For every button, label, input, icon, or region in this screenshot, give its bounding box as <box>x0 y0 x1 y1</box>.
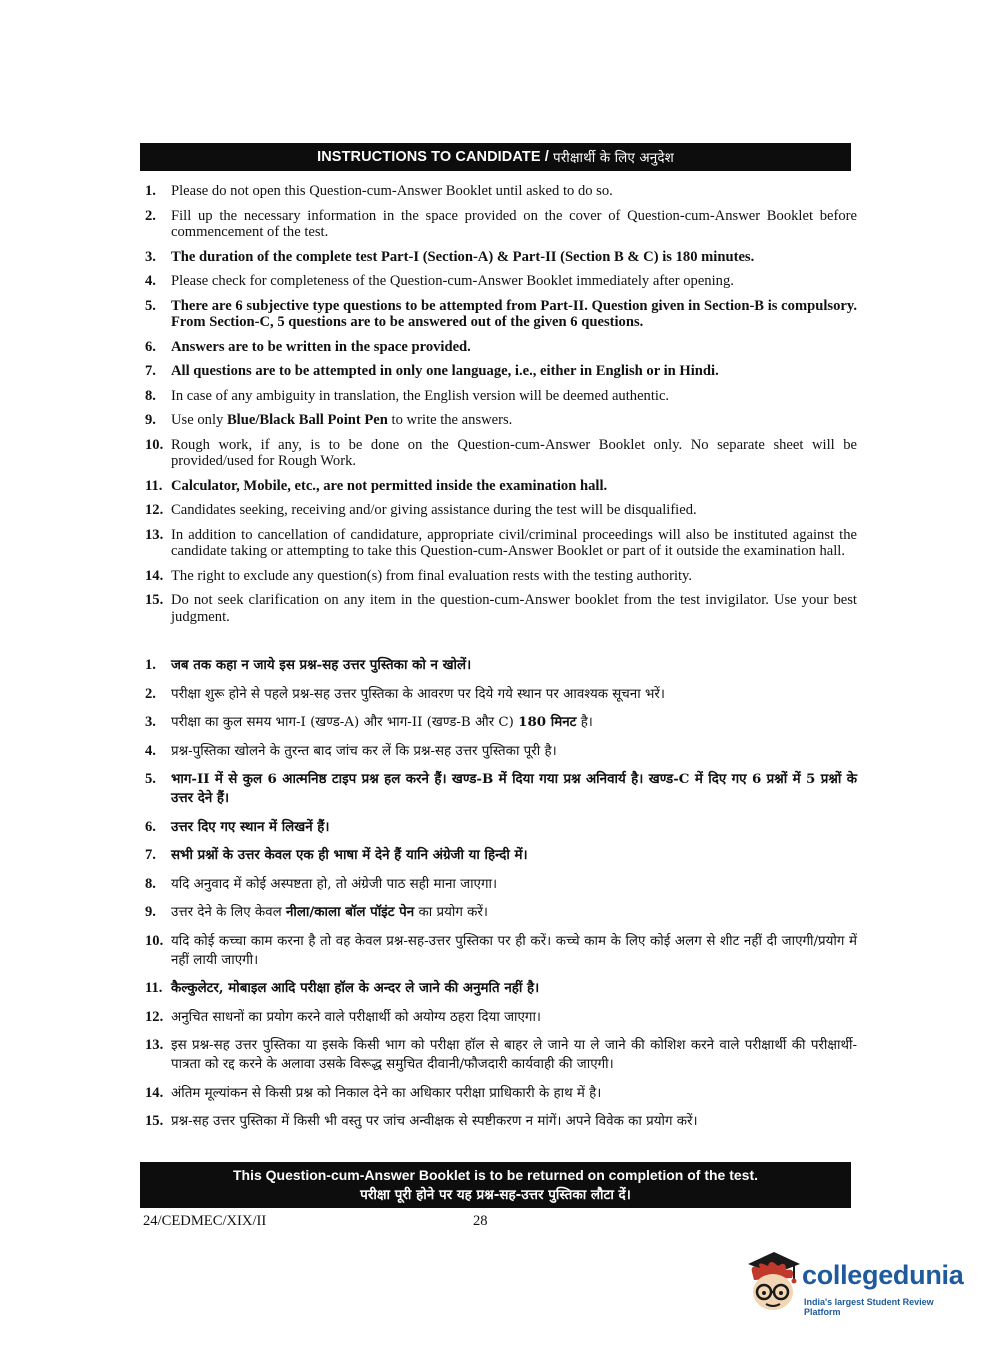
instruction-item <box>141 437 857 470</box>
instruction-item <box>141 818 857 837</box>
instruction-number: 1. <box>145 183 156 199</box>
instruction-text: सभी प्रश्नों के उत्तर केवल एक ही भाषा में देने हैं यानि अंग्रेजी या हिन्दी में। <box>171 847 528 863</box>
instruction-item <box>141 903 857 922</box>
instruction-text-part: परीक्षा का कुल समय भाग-I (खण्ड-A) और भाग-II (खण्ड-B और C) <box>171 715 519 730</box>
instruction-item <box>141 592 857 625</box>
instruction-item <box>141 502 857 519</box>
instruction-number: 11. <box>145 477 163 494</box>
instruction-item <box>141 846 857 865</box>
instruction-item <box>141 183 857 200</box>
instruction-number: 12. <box>145 1008 164 1025</box>
instruction-number: 15. <box>145 1113 164 1129</box>
instruction-text <box>171 713 857 732</box>
instruction-number: 10. <box>145 436 164 453</box>
instruction-item <box>141 568 857 585</box>
instruction-item <box>141 527 857 560</box>
instruction-text: Do not seek clarification on any item in the question-cum-Answer booklet from the test invigilator. Use your best judgment. <box>171 592 857 625</box>
instruction-text-part: उत्तर देने के लिए केवल <box>171 905 286 920</box>
instruction-text: Please do not open this Question-cum-Answer Booklet until asked to do so. <box>171 183 613 199</box>
instructions-hindi-list <box>141 656 857 1131</box>
instruction-number: 9. <box>145 904 156 920</box>
instruction-item <box>141 1084 857 1103</box>
instruction-text: यदि कोई कच्चा काम करना है तो वह केवल प्रश्न-सह-उत्तर पुस्तिका पर ही करें। कच्चे काम के लिए कोई अलग से शीट नहीं दी जाएगी/प्रयोग में नहीं लायी जाएगी। <box>171 933 857 968</box>
instruction-number: 15. <box>145 592 164 608</box>
instruction-text: इस प्रश्न-सह उत्तर पुस्तिका या इसके किसी भाग को परीक्षा हॉल से बाहर ले जाने या ले जाने की कोशिश करने वाले परीक्षार्थी की परीक्षार्थी-पात्रता को रद्द करने के अलावा उसके विरूद्ध समुचित दीवानी/फौजदारी कार्यवाही की जाएगी। <box>171 1038 857 1072</box>
instruction-text: Answers are to be written in the space provided. <box>171 338 471 355</box>
instruction-number: 2. <box>145 685 156 702</box>
instruction-item <box>141 388 857 405</box>
instruction-number: 4. <box>145 742 156 759</box>
instruction-number: 3. <box>145 714 156 730</box>
instruction-number: 6. <box>145 818 156 835</box>
instruction-text: परीक्षा शुरू होने से पहले प्रश्न-सह उत्तर पुस्तिका के आवरण पर दिये गये स्थान पर आवश्यक सूचना भरें। <box>171 686 665 702</box>
instruction-item <box>141 249 857 266</box>
instruction-number: 14. <box>145 1084 164 1101</box>
watermark-tagline: India's largest Student Review Platform <box>804 1297 934 1317</box>
instruction-item <box>141 979 857 998</box>
instruction-item <box>141 656 857 675</box>
instruction-item <box>141 1008 857 1027</box>
instruction-number: 8. <box>145 875 156 892</box>
instruction-item <box>141 875 857 894</box>
instruction-text-emphasis: Blue/Black Ball Point Pen <box>226 412 388 428</box>
instruction-number: 10. <box>145 932 164 949</box>
instruction-item <box>141 770 857 808</box>
instruction-item <box>141 713 857 732</box>
instruction-item <box>141 932 857 970</box>
instructions-header <box>140 143 851 171</box>
instruction-text <box>171 412 857 429</box>
instruction-number: 8. <box>145 387 156 404</box>
instruction-text: In case of any ambiguity in translation, the English version will be deemed authentic. <box>171 387 670 404</box>
instruction-text: यदि अनुवाद में कोई अस्पष्टता हो, तो अंग्रेजी पाठ सही माना जाएगा। <box>171 876 498 892</box>
collegedunia-watermark <box>742 1250 972 1317</box>
paper-code: 24/CEDMEC/XIX/II <box>143 1213 267 1229</box>
watermark-brand: collegedunia <box>802 1260 964 1290</box>
instruction-number: 13. <box>145 1037 164 1053</box>
mascot-icon <box>742 1250 804 1314</box>
header-title-hi: परीक्षार्थी के लिए अनुदेश <box>552 150 674 166</box>
instruction-number: 11. <box>145 980 163 996</box>
instruction-text <box>171 903 857 922</box>
instruction-number: 7. <box>145 847 156 863</box>
instruction-text: प्रश्न-सह उत्तर पुस्तिका में किसी भी वस्तु पर जांच अन्वीक्षक से स्पष्टीकरण न मांगें। अपने विवेक का प्रयोग करें। <box>171 1114 698 1129</box>
instruction-text: अनुचित साधनों का प्रयोग करने वाले परीक्षार्थी को अयोग्य ठहरा दिया जाएगा। <box>171 1009 542 1025</box>
instruction-text-part: का प्रयोग करें। <box>414 905 488 920</box>
instruction-item <box>141 742 857 761</box>
instruction-number: 6. <box>145 338 156 355</box>
instruction-text: Candidates seeking, receiving and/or giving assistance during the test will be disqualified. <box>171 502 697 518</box>
header-separator: / <box>540 149 553 165</box>
instruction-number: 7. <box>145 363 156 379</box>
instruction-text: Please check for completeness of the Question-cum-Answer Booklet immediately after opening. <box>171 273 734 289</box>
return-booklet-notice <box>140 1162 851 1208</box>
instruction-text-part: to write the answers. <box>387 412 513 428</box>
instruction-text: भाग-II में से कुल 6 आत्मनिष्ठ टाइप प्रश्न हल करने हैं। खण्ड-B में दिया गया प्रश्न अनिवार्य है। खण्ड-C में दिए गए 6 प्रश्नों में 5 प्रश्नों के उत्तर देने हैं। <box>171 771 857 806</box>
notice-hindi: परीक्षा पूरी होने पर यह प्रश्न-सह-उत्तर पुस्तिका लौटा दें। <box>360 1187 631 1203</box>
instruction-text-emphasis: नीला/काला बॉल पॉइंट पेन <box>285 904 415 920</box>
instruction-text: प्रश्न-पुस्तिका खोलने के तुरन्त बाद जांच कर लें कि प्रश्न-सह उत्तर पुस्तिका पूरी है। <box>171 743 557 759</box>
instruction-text: All questions are to be attempted in only one language, i.e., either in English or in Hindi. <box>171 363 719 379</box>
instruction-text: उत्तर दिए गए स्थान में लिखनें हैं। <box>171 818 330 835</box>
notice-english: This Question-cum-Answer Booklet is to be returned on completion of the test. <box>232 1167 759 1183</box>
instruction-item <box>141 273 857 290</box>
page-number: 28 <box>473 1213 488 1229</box>
instruction-text: Rough work, if any, is to be done on the Question-cum-Answer Booklet only. No separate sheet will be provided/used for Rough Work. <box>171 436 857 469</box>
instruction-text: कैल्कुलेटर, मोबाइल आदि परीक्षा हॉल के अन्दर ले जाने की अनुमति नहीं है। <box>171 980 540 996</box>
instruction-text: In addition to cancellation of candidature, appropriate civil/criminal proceedings will also be instituted against the candidate taking or attempting to take this Question-cum-Answer Booklet or part of it outside the examination hall. <box>171 526 857 559</box>
instruction-text: जब तक कहा न जाये इस प्रश्न-सह उत्तर पुस्तिका को न खोलें। <box>171 657 472 673</box>
instruction-item <box>141 363 857 380</box>
instruction-number: 9. <box>145 412 156 428</box>
instruction-number: 5. <box>145 771 156 787</box>
instruction-text: The duration of the complete test Part-I (Section-A) & Part-II (Section B & C) is 180 minutes. <box>171 248 755 265</box>
instruction-item <box>141 1036 857 1074</box>
instruction-text: Fill up the necessary information in the space provided on the cover of Question-cum-Answer Booklet before commencement of the test. <box>171 207 857 240</box>
instruction-number: 1. <box>145 657 156 673</box>
instruction-item <box>141 1112 857 1131</box>
instruction-text-part: Use only <box>171 412 227 428</box>
instruction-number: 2. <box>145 207 156 224</box>
instruction-item <box>141 339 857 356</box>
instruction-item <box>141 685 857 704</box>
instruction-text: Calculator, Mobile, etc., are not permitted inside the examination hall. <box>171 477 608 494</box>
instruction-number: 12. <box>145 502 164 518</box>
instruction-text: There are 6 subjective type questions to be attempted from Part-II. Question given in Section-B is compulsory. From Section-C, 5 questions are to be answered out of the given 6 questions. <box>171 297 857 330</box>
instruction-item <box>141 298 857 331</box>
header-title-en: INSTRUCTIONS TO CANDIDATE <box>317 149 541 165</box>
instruction-text: The right to exclude any question(s) from final evaluation rests with the testing authority. <box>171 567 693 584</box>
instruction-text-emphasis: 180 मिनट <box>518 714 577 730</box>
instruction-number: 14. <box>145 567 164 584</box>
instruction-number: 5. <box>145 297 156 314</box>
instruction-number: 4. <box>145 273 156 289</box>
instruction-number: 13. <box>145 526 164 543</box>
instruction-item <box>141 208 857 241</box>
instruction-item <box>141 478 857 495</box>
instruction-number: 3. <box>145 248 156 265</box>
instruction-text: अंतिम मूल्यांकन से किसी प्रश्न को निकाल देने का अधिकार परीक्षा प्राधिकारी के हाथ में है। <box>171 1085 602 1101</box>
instruction-text-part: है। <box>576 715 593 730</box>
instruction-item <box>141 412 857 429</box>
instructions-english-list <box>141 183 857 625</box>
